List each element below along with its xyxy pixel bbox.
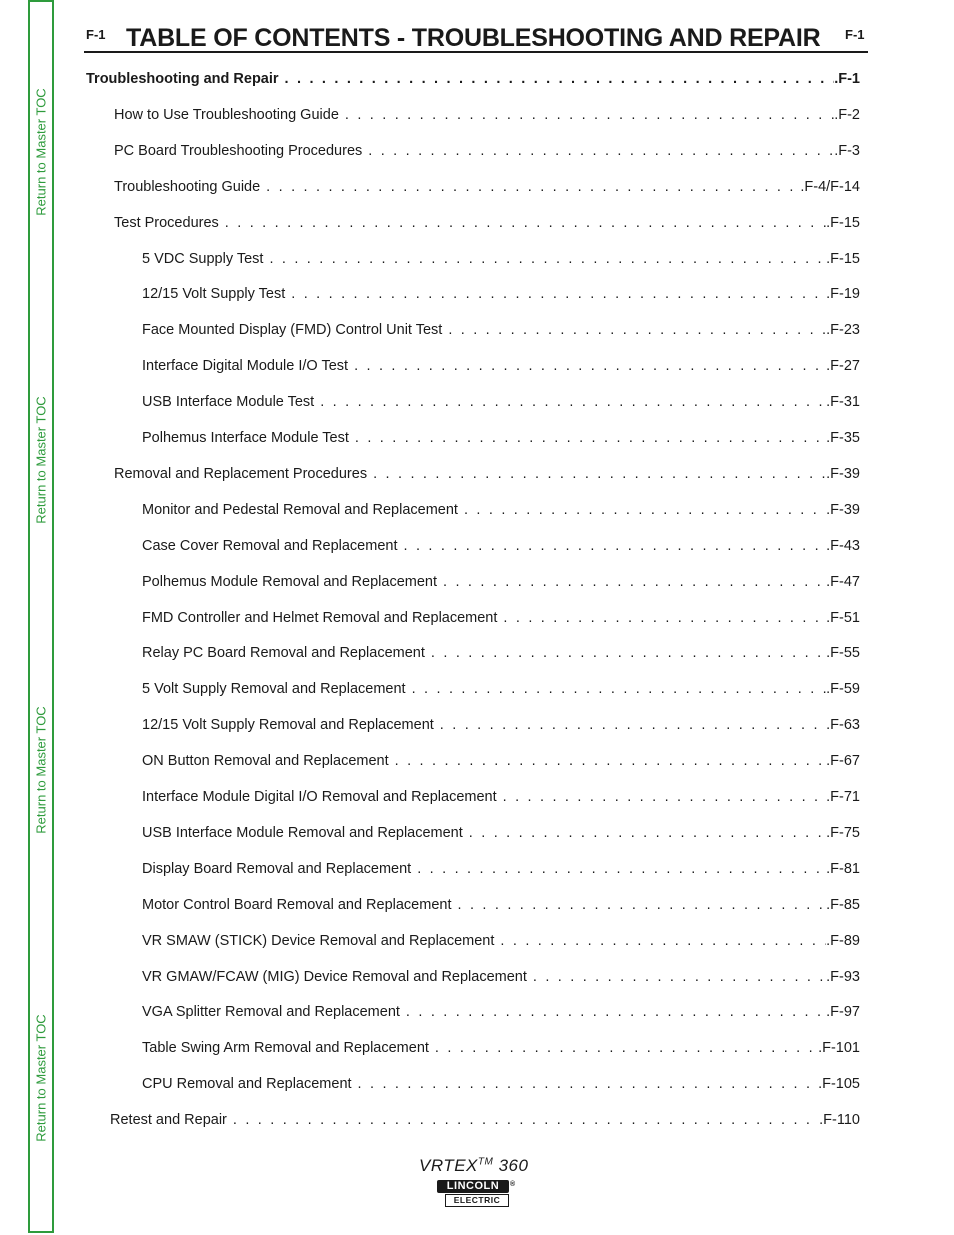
toc-entry-page: .F-47	[826, 574, 860, 590]
toc-entry-page: .F-59	[826, 681, 860, 697]
toc-entry-label: USB Interface Module Removal and Replacement	[142, 825, 463, 841]
toc-entry-label: How to Use Troubleshooting Guide	[114, 107, 339, 123]
toc-leader-dots	[431, 645, 826, 661]
toc-leader-dots	[225, 215, 826, 231]
toc-entry[interactable]	[142, 286, 860, 306]
toc-entry-page: .F-67	[826, 753, 860, 769]
toc-entry-label: Test Procedures	[114, 215, 219, 231]
toc-entry-label: Retest and Repair	[110, 1112, 227, 1128]
toc-entry[interactable]	[110, 1112, 860, 1132]
toc-entry[interactable]	[142, 394, 860, 414]
toc-entry[interactable]	[142, 753, 860, 773]
toc-entry[interactable]	[142, 1004, 860, 1024]
toc-entry-page: .F-15	[826, 215, 860, 231]
toc-entry-page: .F-71	[826, 789, 860, 805]
toc-entry-label: VR SMAW (STICK) Device Removal and Replacement	[142, 933, 495, 949]
toc-entry[interactable]	[114, 179, 860, 199]
toc-entry-label: Interface Module Digital I/O Removal and Replacement	[142, 789, 497, 805]
toc-entry-label: Face Mounted Display (FMD) Control Unit Test	[142, 322, 443, 338]
toc-entry-page: .F-19	[826, 286, 860, 302]
toc-leader-dots	[533, 969, 826, 985]
model-name: VRTEX™ 360	[419, 1156, 529, 1175]
toc-leader-dots	[395, 753, 827, 769]
toc-entry-page: .F-89	[826, 933, 860, 949]
toc-entry[interactable]	[142, 717, 860, 737]
toc-entry[interactable]	[142, 358, 860, 378]
toc-entry[interactable]	[142, 789, 860, 809]
toc-entry-label: Polhemus Interface Module Test	[142, 430, 349, 446]
toc-entry[interactable]	[142, 897, 860, 917]
toc-entry-page: .F-2	[834, 107, 860, 123]
toc-leader-dots	[503, 789, 827, 805]
toc-entry-label: 12/15 Volt Supply Test	[142, 286, 286, 302]
toc-leader-dots	[233, 1112, 819, 1128]
toc-entry-label: ON Button Removal and Replacement	[142, 753, 389, 769]
toc-entry-page: .F-31	[826, 394, 860, 410]
toc-entry-page: .F-110	[819, 1112, 860, 1128]
toc-entry-page: .F-43	[826, 538, 860, 554]
toc-leader-dots	[368, 143, 834, 159]
title-rule	[84, 51, 868, 53]
toc-entry-page: .F-27	[826, 358, 860, 374]
toc-entry-page: .F-23	[826, 322, 860, 338]
toc-entry[interactable]	[114, 107, 860, 127]
toc-entry-page: .F-97	[826, 1004, 860, 1020]
toc-entry-page: .F-63	[826, 717, 860, 733]
toc-entry[interactable]	[142, 1076, 860, 1096]
toc-entry-page: .F-93	[826, 969, 860, 985]
toc-entry-label: FMD Controller and Helmet Removal and Replacement	[142, 610, 498, 626]
toc-entry-label: CPU Removal and Replacement	[142, 1076, 352, 1092]
toc-leader-dots	[354, 358, 826, 374]
trademark-mark: TM	[477, 1156, 494, 1168]
toc-entry-page: .F-105	[818, 1076, 860, 1092]
toc-entry[interactable]	[142, 825, 860, 845]
lincoln-electric-logo: LINCOLN ® ELECTRIC	[437, 1180, 515, 1207]
toc-leader-dots	[269, 251, 826, 267]
toc-entry-label: Table Swing Arm Removal and Replacement	[142, 1040, 429, 1056]
toc-entry[interactable]	[142, 861, 860, 881]
page-number-right: F-1	[845, 27, 865, 42]
toc-entry-label: Removal and Replacement Procedures	[114, 466, 368, 482]
toc-entry-label: VGA Splitter Removal and Replacement	[142, 1004, 400, 1020]
toc-leader-dots	[320, 394, 826, 410]
toc-entry-page: .F-81	[826, 861, 860, 877]
toc-entry-page: .F-1	[834, 71, 860, 87]
toc-entry[interactable]	[114, 143, 860, 163]
toc-entry[interactable]	[142, 610, 860, 630]
toc-entry-label: Case Cover Removal and Replacement	[142, 538, 398, 554]
toc-leader-dots	[358, 1076, 819, 1092]
toc-leader-dots	[435, 1040, 818, 1056]
toc-leader-dots	[406, 1004, 826, 1020]
toc-leader-dots	[404, 538, 827, 554]
toc-entry-label: Polhemus Module Removal and Replacement	[142, 574, 437, 590]
toc-entry[interactable]	[142, 969, 860, 989]
toc-leader-dots	[266, 179, 800, 195]
toc-leader-dots	[500, 933, 826, 949]
toc-entry-label: Interface Digital Module I/O Test	[142, 358, 349, 374]
toc-leader-dots	[443, 574, 826, 590]
toc-entry-label: Motor Control Board Removal and Replacement	[142, 897, 452, 913]
toc-entry[interactable]	[142, 574, 860, 594]
toc-entry-label: Monitor and Pedestal Removal and Replacement	[142, 502, 458, 518]
toc-leader-dots	[355, 430, 826, 446]
toc-leader-dots	[503, 610, 826, 626]
toc-entry-page: .F-3	[834, 143, 860, 159]
toc-leader-dots	[448, 322, 826, 338]
toc-leader-dots	[412, 681, 827, 697]
toc-entry-page: .F-15	[826, 251, 860, 267]
toc-entry[interactable]	[142, 430, 860, 450]
toc-entry-page: .F-35	[826, 430, 860, 446]
toc-entry-label: Relay PC Board Removal and Replacement	[142, 645, 425, 661]
toc-leader-dots	[464, 502, 826, 518]
toc-leader-dots	[457, 897, 826, 913]
page-number-left: F-1	[86, 27, 106, 42]
toc-entry-page: .F-39	[826, 502, 860, 518]
toc-entry-label: 12/15 Volt Supply Removal and Replacement	[142, 717, 434, 733]
toc-entry-label: Display Board Removal and Replacement	[142, 861, 412, 877]
toc-entry[interactable]	[142, 502, 860, 522]
toc-entry[interactable]	[142, 681, 860, 701]
page-title: TABLE OF CONTENTS - TROUBLESHOOTING AND REPAIR	[126, 24, 821, 52]
toc-leader-dots	[417, 861, 826, 877]
toc-entry-label: Troubleshooting Guide	[114, 179, 261, 195]
toc-entry[interactable]	[114, 215, 860, 235]
toc-entry[interactable]	[142, 933, 860, 953]
toc-entry-page: .F-39	[826, 466, 860, 482]
toc-leader-dots	[373, 466, 826, 482]
toc-entry[interactable]	[114, 466, 860, 486]
toc-entry-page: .F-4/F-14	[800, 179, 860, 195]
toc-entry-label: Troubleshooting and Repair	[86, 71, 279, 87]
toc-entry-page: .F-51	[826, 610, 860, 626]
toc-entry-label: USB Interface Module Test	[142, 394, 315, 410]
toc-entry[interactable]	[142, 251, 860, 271]
toc-leader-dots	[285, 71, 835, 87]
toc-leader-dots	[469, 825, 826, 841]
toc-entry-label: 5 VDC Supply Test	[142, 251, 264, 267]
toc-entry-page: .F-101	[818, 1040, 860, 1056]
toc-entry-page: .F-75	[826, 825, 860, 841]
toc-entry[interactable]	[142, 1040, 860, 1060]
toc-entry-page: .F-55	[826, 645, 860, 661]
toc-leader-dots	[291, 286, 826, 302]
toc-entry-label: PC Board Troubleshooting Procedures	[114, 143, 363, 159]
toc-leader-dots	[345, 107, 834, 123]
toc-entry[interactable]	[142, 645, 860, 665]
toc-entry-label: 5 Volt Supply Removal and Replacement	[142, 681, 406, 697]
toc-entry-page: .F-85	[826, 897, 860, 913]
toc-entry-label: VR GMAW/FCAW (MIG) Device Removal and Replacement	[142, 969, 527, 985]
toc-entry[interactable]	[86, 71, 860, 91]
toc-entry[interactable]	[142, 538, 860, 558]
toc-entry[interactable]	[142, 322, 860, 342]
toc-leader-dots	[440, 717, 826, 733]
